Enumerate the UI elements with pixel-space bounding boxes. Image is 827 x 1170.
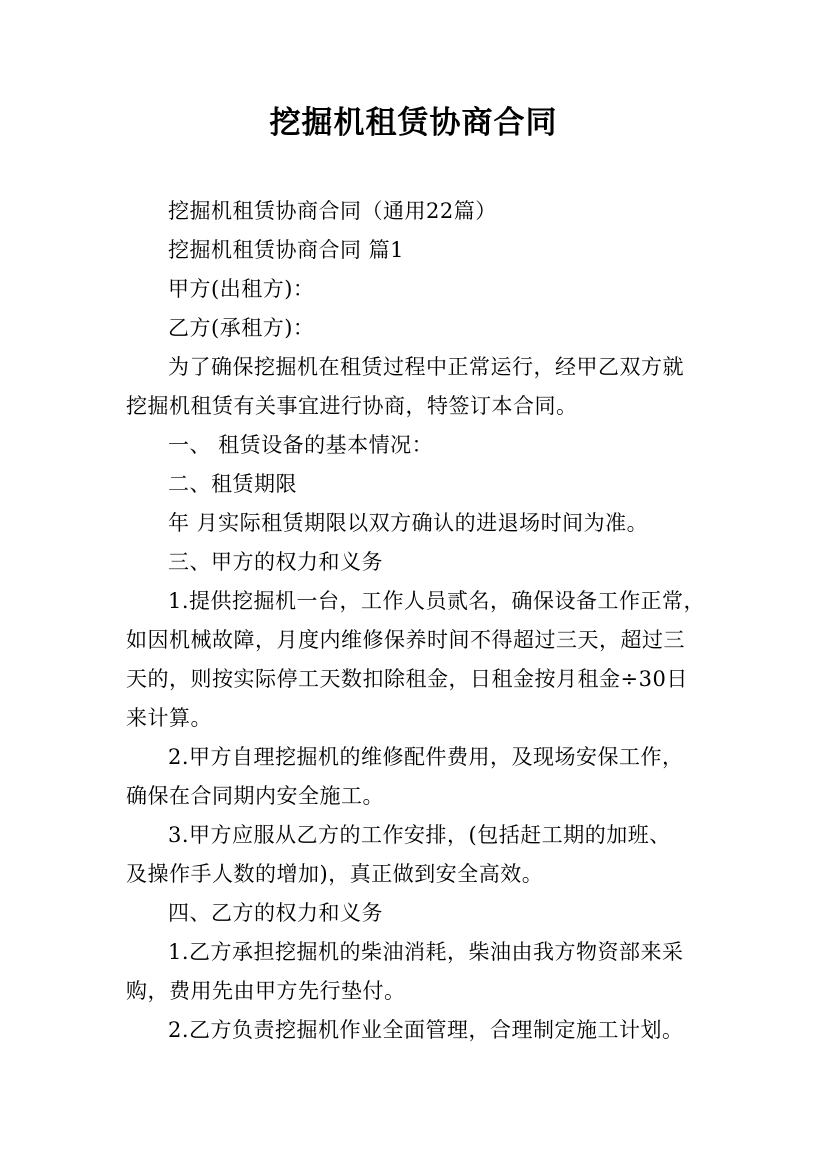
- clause-heading: 四、乙方的权力和义务: [168, 901, 383, 925]
- paragraph-line: 2.乙方负责挖掘机作业全面管理，合理制定施工计划。: [168, 1018, 684, 1042]
- paragraph-line: 1.乙方承担挖掘机的柴油消耗，柴油由我方物资部来采: [168, 940, 684, 964]
- party-b-line: 乙方(承租方)：: [168, 316, 315, 340]
- paragraph-line: 及操作手人数的增加)，真正做到安全高效。: [126, 862, 544, 886]
- clause-heading: 一、 租赁设备的基本情况：: [168, 433, 434, 457]
- paragraph-line: 1.提供挖掘机一台，工作人员贰名，确保设备工作正常，: [168, 589, 706, 613]
- paragraph-line: 2.甲方自理挖掘机的维修配件费用，及现场安保工作，: [168, 745, 684, 769]
- paragraph-line: 3.甲方应服从乙方的工作安排，(包括赶工期的加班、: [168, 823, 671, 847]
- paragraph-line: 天的，则按实际停工天数扣除租金，日租金按月租金÷30日: [126, 667, 688, 691]
- paragraph-line: 购，费用先由甲方先行垫付。: [126, 979, 406, 1003]
- paragraph-line: 如因机械故障，月度内维修保养时间不得超过三天，超过三: [126, 628, 685, 652]
- section-heading: 挖掘机租赁协商合同 篇1: [168, 238, 405, 262]
- document-title: 挖掘机租赁协商合同: [269, 105, 558, 141]
- party-a-line: 甲方(出租方)：: [168, 277, 315, 301]
- paragraph-line: 挖掘机租赁有关事宜进行协商，特签订本合同。: [126, 394, 578, 418]
- paragraph-line: 确保在合同期内安全施工。: [126, 784, 384, 808]
- clause-heading: 三、甲方的权力和义务: [168, 550, 383, 574]
- subtitle-line: 挖掘机租赁协商合同（通用22篇）: [168, 199, 497, 223]
- clause-heading: 二、租赁期限: [168, 472, 297, 496]
- paragraph-line: 来计算。: [126, 706, 212, 730]
- paragraph-line: 为了确保挖掘机在租赁过程中正常运行，经甲乙双方就: [168, 355, 684, 379]
- paragraph-line: 年 月实际租赁期限以双方确认的进退场时间为准。: [168, 511, 649, 535]
